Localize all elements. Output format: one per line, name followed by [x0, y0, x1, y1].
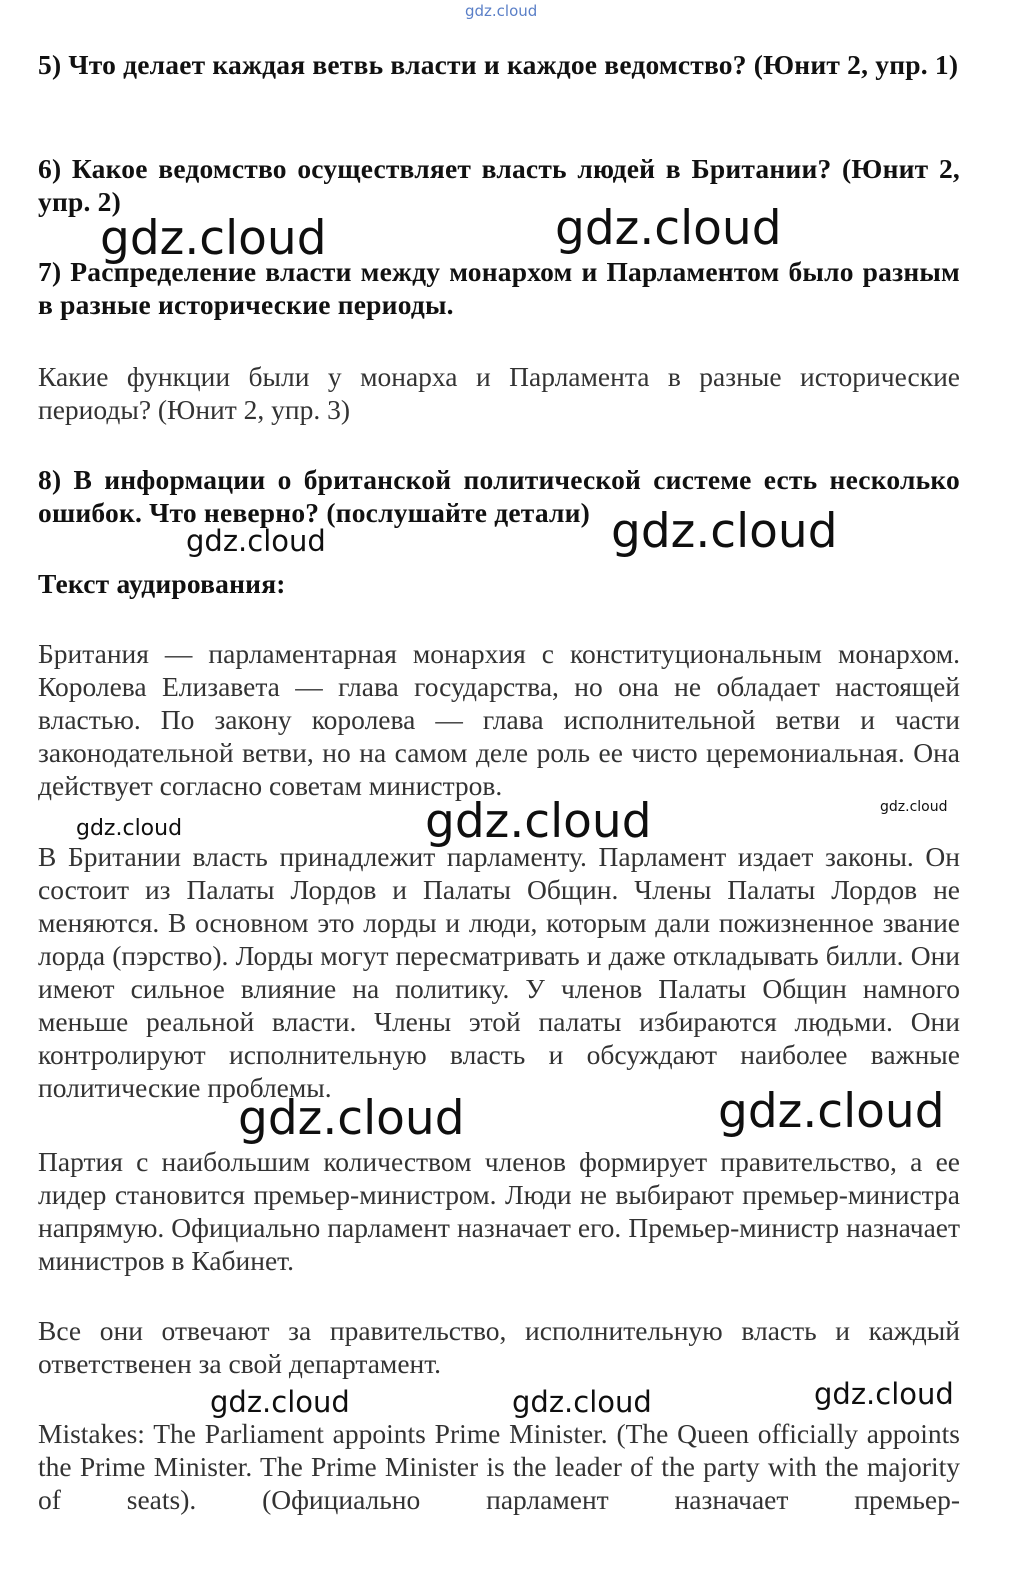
question-7: 7) Распределение власти между монархом и Парламентом было разным в разные исторические периоды. — [38, 256, 960, 320]
listening-paragraph-1: Британия — парламентарная монархия с конституциональным монархом. Королева Елизавета — глава государства, но она не обладает настоящей властью. По закону королева — глава исполнительной ветви и части законодательной ветви, но на самом деле роль ее чисто церемониальная. Она действует согласно советам министров. — [38, 638, 960, 801]
watermark: gdz.cloud — [76, 816, 183, 841]
watermark: gdz.cloud — [425, 794, 652, 849]
watermark: gdz.cloud — [880, 799, 948, 815]
watermark: gdz.cloud — [186, 524, 326, 558]
watermark: gdz.cloud — [555, 201, 782, 256]
question-7-subtext: Какие функции были у монарха и Парламента в разные исторические периоды? (Юнит 2, упр. 3) — [38, 361, 960, 425]
listening-paragraph-2: В Британии власть принадлежит парламенту. Парламент издает законы. Он состоит из Палаты Лордов и Палаты Общин. Члены Палаты Лордов не меняются. В основном это лорды и люди, которым дали пожизненное звание лорда (пэрство). Лорды могут пересматривать и даже откладывать билли. Они имеют сильное влияние на политику. У членов Палаты Общин намного меньше реальной власти. Члены этой палаты избираются людьми. Они контролируют исполнительную власть и обсуждают наиболее важные политические проблемы. — [38, 841, 960, 1103]
watermark: gdz.cloud — [611, 504, 838, 559]
watermark: gdz.cloud — [238, 1091, 465, 1146]
watermark: gdz.cloud — [512, 1385, 652, 1419]
listening-paragraph-4: Все они отвечают за правительство, исполнительную власть и каждый ответственен за свой департамент. — [38, 1315, 960, 1379]
question-5: 5) Что делает каждая ветвь власти и каждое ведомство? (Юнит 2, упр. 1) — [38, 49, 959, 80]
watermark: gdz.cloud — [210, 1385, 350, 1419]
watermark: gdz.cloud — [718, 1084, 945, 1139]
watermark: gdz.cloud — [814, 1377, 954, 1411]
watermark: gdz.cloud — [100, 211, 327, 266]
question-8: 8) В информации о британской политической системе есть несколько ошибок. Что неверно? (послушайте детали) — [38, 464, 960, 528]
question-6: 6) Какое ведомство осуществляет власть людей в Британии? (Юнит 2, упр. 2) — [38, 153, 960, 217]
header-watermark: gdz.cloud — [465, 2, 538, 20]
mistakes-paragraph: Mistakes: The Parliament appoints Prime Minister. (The Queen officially appoints the Prime Minister. The Prime Minister is the leader of the party with the majority of seats). (Официально парламент назначает премьер- — [38, 1418, 960, 1515]
listening-paragraph-3: Партия с наибольшим количеством членов формирует правительство, а ее лидер становится премьер-министром. Люди не выбирают премьер-министра напрямую. Официально парламент назначает его. Премьер-министр назначает министров в Кабинет. — [38, 1146, 960, 1276]
listening-heading: Текст аудирования: — [38, 568, 286, 599]
